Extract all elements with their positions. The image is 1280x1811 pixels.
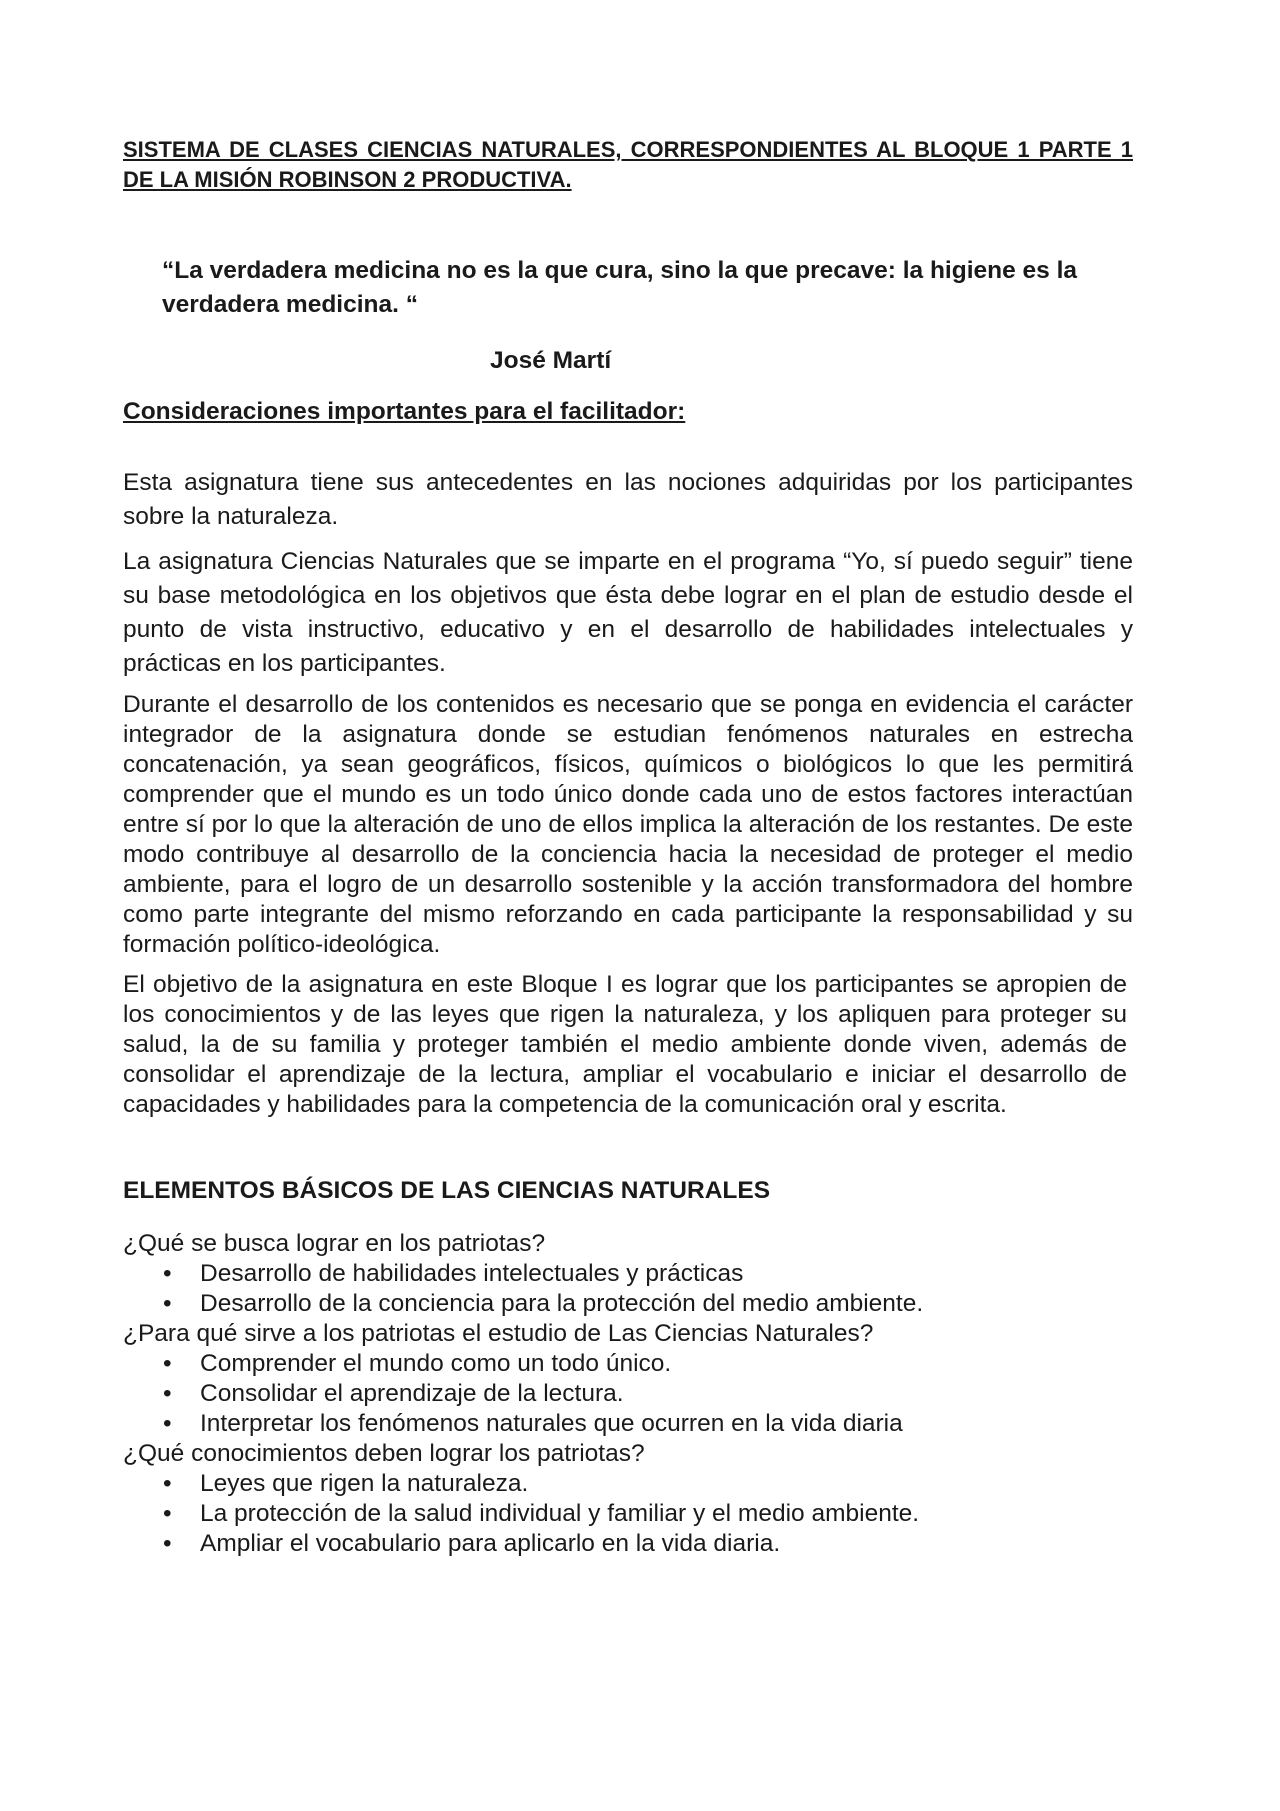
document-content: [123, 135, 1133, 1559]
bullet-list: [123, 1349, 1133, 1439]
question-text: ¿Qué se busca lograr en los patriotas?: [123, 1230, 546, 1257]
bullet-list: [123, 1259, 1133, 1319]
list-item: [123, 1349, 1133, 1379]
list-item-text: Desarrollo de habilidades intelectuales y prácticas: [200, 1260, 744, 1287]
paragraph: Esta asignatura tiene sus antecedentes en las nociones adquiridas por los participantes sobre la naturaleza.: [123, 469, 1133, 530]
bullet-icon: •: [163, 1350, 172, 1377]
bullet-icon: •: [163, 1260, 172, 1287]
list-item-text: Leyes que rigen la naturaleza.: [200, 1470, 529, 1497]
list-item: [123, 1409, 1133, 1439]
paragraph: La asignatura Ciencias Naturales que se imparte en el programa “Yo, sí puedo seguir” tiene su base metodológica en los objetivos que ésta debe lograr en el plan de estudio desde el punto de vista instructivo, educativo y en el desarrollo de habilidades intelectuales y prácticas en los participantes.: [123, 548, 1133, 677]
list-item: [123, 1259, 1133, 1289]
list-item-text: Comprender el mundo como un todo único.: [200, 1350, 672, 1377]
list-item: [123, 1499, 1133, 1529]
list-item: [123, 1289, 1133, 1319]
list-item-text: Interpretar los fenómenos naturales que ocurren en la vida diaria: [200, 1410, 903, 1437]
bullet-icon: •: [163, 1530, 172, 1557]
list-item-text: Desarrollo de la conciencia para la protección del medio ambiente.: [200, 1290, 924, 1317]
list-item: [123, 1469, 1133, 1499]
bullet-icon: •: [163, 1470, 172, 1497]
bullet-icon: •: [163, 1410, 172, 1437]
bullet-icon: •: [163, 1500, 172, 1527]
bullet-list: [123, 1469, 1133, 1559]
epigraph-author: José Martí: [490, 347, 612, 374]
list-item-text: Consolidar el aprendizaje de la lectura.: [200, 1380, 624, 1407]
list-item: [123, 1379, 1133, 1409]
list-item-text: La protección de la salud individual y familiar y el medio ambiente.: [200, 1500, 920, 1527]
bullet-icon: •: [163, 1290, 172, 1317]
question-text: ¿Para qué sirve a los patriotas el estudio de Las Ciencias Naturales?: [123, 1320, 874, 1347]
list-item: [123, 1529, 1133, 1559]
document-title: SISTEMA DE CLASES CIENCIAS NATURALES, CORRESPONDIENTES AL BLOQUE 1 PARTE 1 DE LA MISIÓN ROBINSON 2 PRODUCTIVA.: [123, 137, 1133, 192]
question-text: ¿Qué conocimientos deben lograr los patriotas?: [123, 1440, 645, 1467]
section-heading: ELEMENTOS BÁSICOS DE LAS CIENCIAS NATURALES: [123, 1177, 771, 1204]
bullet-icon: •: [163, 1380, 172, 1407]
questions-list: [123, 1229, 1133, 1559]
list-item-text: Ampliar el vocabulario para aplicarlo en la vida diaria.: [200, 1530, 781, 1557]
paragraph: El objetivo de la asignatura en este Bloque I es lograr que los participantes se apropien de los conocimientos y de las leyes que rigen la naturaleza, y los apliquen para proteger su salud, la de su familia y proteger también el medio ambiente donde viven, además de consolidar el aprendizaje de la lectura, ampliar el vocabulario e iniciar el desarrollo de capacidades y habilidades para la competencia de la comunicación oral y escrita.: [123, 971, 1127, 1118]
facilitator-subheading: Consideraciones importantes para el facilitador:: [123, 398, 686, 425]
paragraph: Durante el desarrollo de los contenidos es necesario que se ponga en evidencia el carácter integrador de la asignatura donde se estudian fenómenos naturales en estrecha concatenación, ya sean geográficos, físicos, químicos o biológicos lo que les permitirá comprender que el mundo es un todo único donde cada uno de estos factores interactúan entre sí por lo que la alteración de uno de ellos implica la alteración de los restantes. De este modo contribuye al desarrollo de la conciencia hacia la necesidad de proteger el medio ambiente, para el logro de un desarrollo sostenible y la acción transformadora del hombre como parte integrante del mismo reforzando en cada participante la responsabilidad y su formación político-ideológica.: [123, 691, 1133, 958]
epigraph-quote: “La verdadera medicina no es la que cura, sino la que precave: la higiene es la verdadera medicina. “: [162, 257, 1078, 318]
